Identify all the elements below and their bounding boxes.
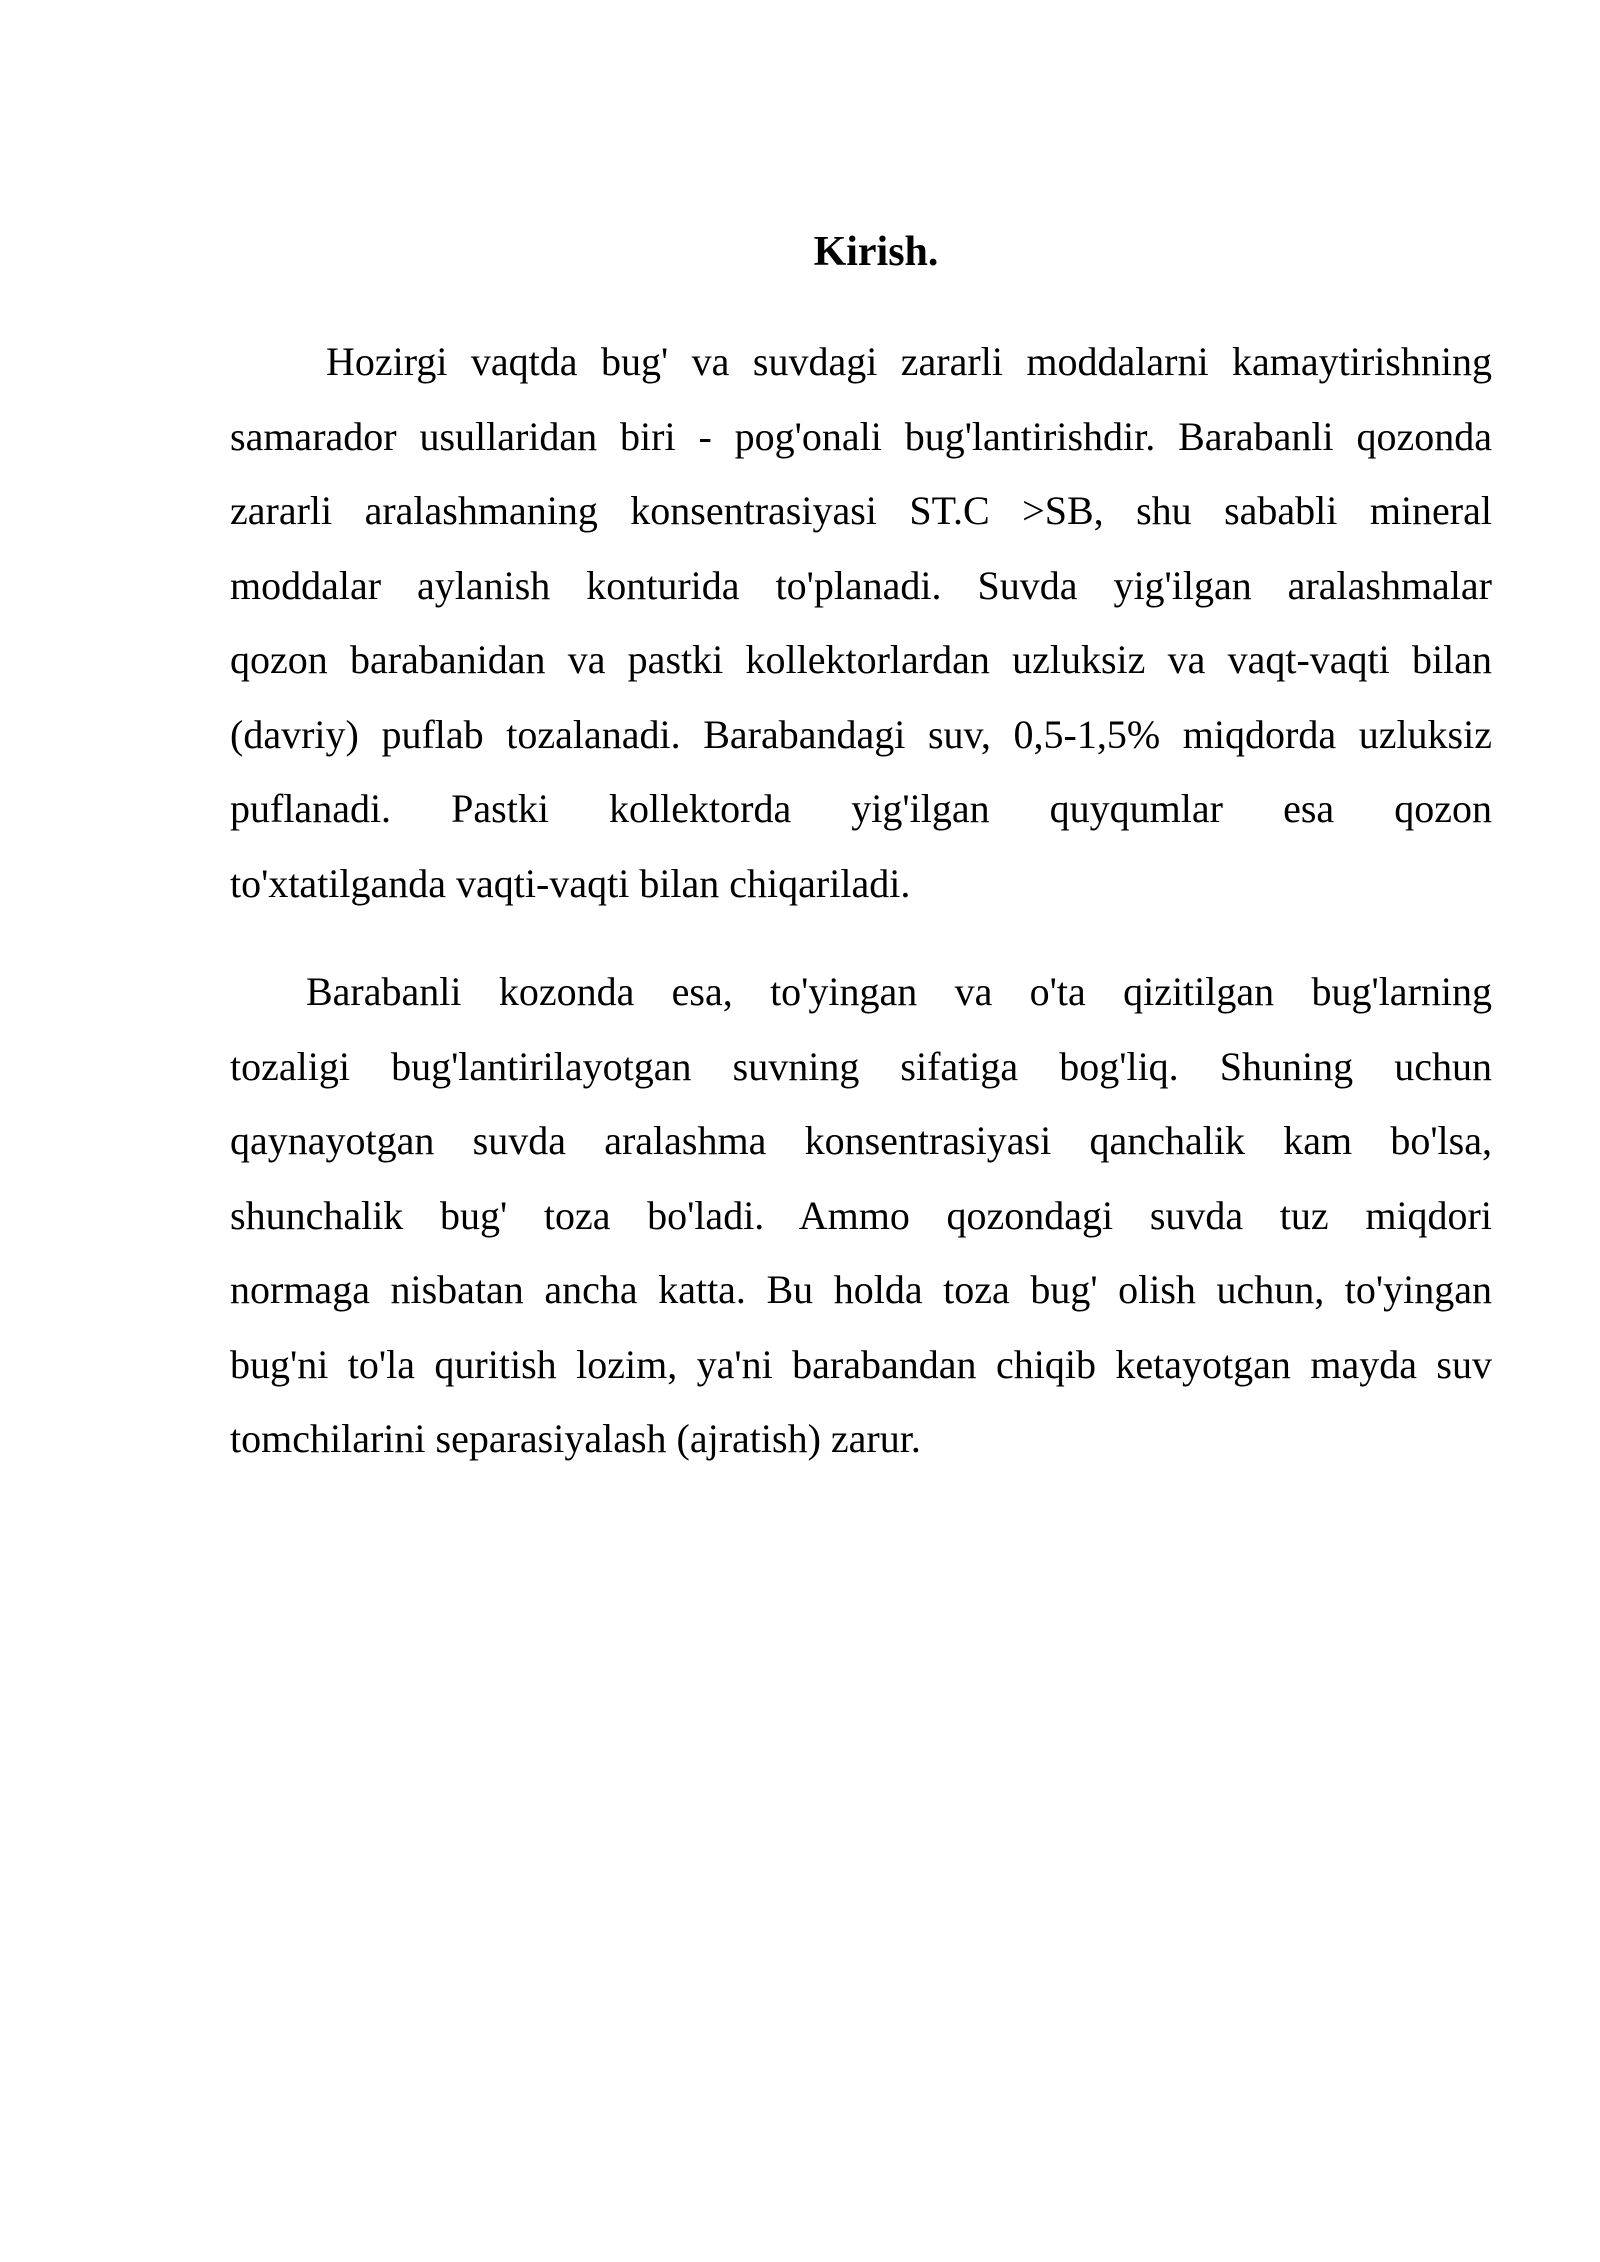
paragraph-line: to'xtatilganda vaqti-vaqti bilan chiqariladi. (230, 860, 911, 906)
paragraph-line: moddalar aylanish konturida to'planadi. Suvda yig'ilgan aralashmalar (230, 562, 1492, 608)
paragraph-line: samarador usullaridan biri - pog'onali bug'lantirishdir. Barabanli qozonda (230, 413, 1492, 459)
paragraph-line: tomchilarini separasiyalash (ajratish) zarur. (230, 1416, 921, 1461)
paragraph-line: normaga nisbatan ancha katta. Bu holda toza bug' olish uchun, to'yingan (230, 1267, 1492, 1312)
paragraph-line: shunchalik bug' toza bo'ladi. Ammo qozondagi suvda tuz miqdori (230, 1192, 1492, 1238)
paragraph-line: (davriy) puflab tozalanadi. Barabandagi suv, 0,5-1,5% miqdorda uzluksiz (230, 711, 1492, 757)
page-title: Kirish. (813, 229, 939, 275)
paragraph-line: qaynayotgan suvda aralashma konsentrasiyasi qanchalik kam bo'lsa, (230, 1118, 1492, 1163)
paragraph-line: Hozirgi vaqtda bug' va suvdagi zararli moddalarni kamaytirishning (326, 339, 1492, 384)
paragraph-2 (230, 955, 1492, 1477)
paragraph-line: Barabanli kozonda esa, to'yingan va o'ta qizitilgan bug'larning (306, 969, 1492, 1014)
paragraph-line: qozon barabanidan va pastki kollektorlardan uzluksiz va vaqt-vaqti bilan (230, 637, 1492, 682)
paragraph-line: puflanadi. Pastki kollektorda yig'ilgan quyqumlar esa qozon (230, 786, 1492, 831)
paragraph-line: tozaligi bug'lantirilayotgan suvning sifatiga bog'liq. Shuning uchun (230, 1043, 1492, 1089)
paragraph-1 (230, 325, 1492, 921)
paragraph-line: zararli aralashmaning konsentrasiyasi ST.C >SB, shu sababli mineral (230, 488, 1492, 533)
paragraph-line: bug'ni to'la quritish lozim, ya'ni barabandan chiqib ketayotgan mayda suv (230, 1341, 1492, 1387)
